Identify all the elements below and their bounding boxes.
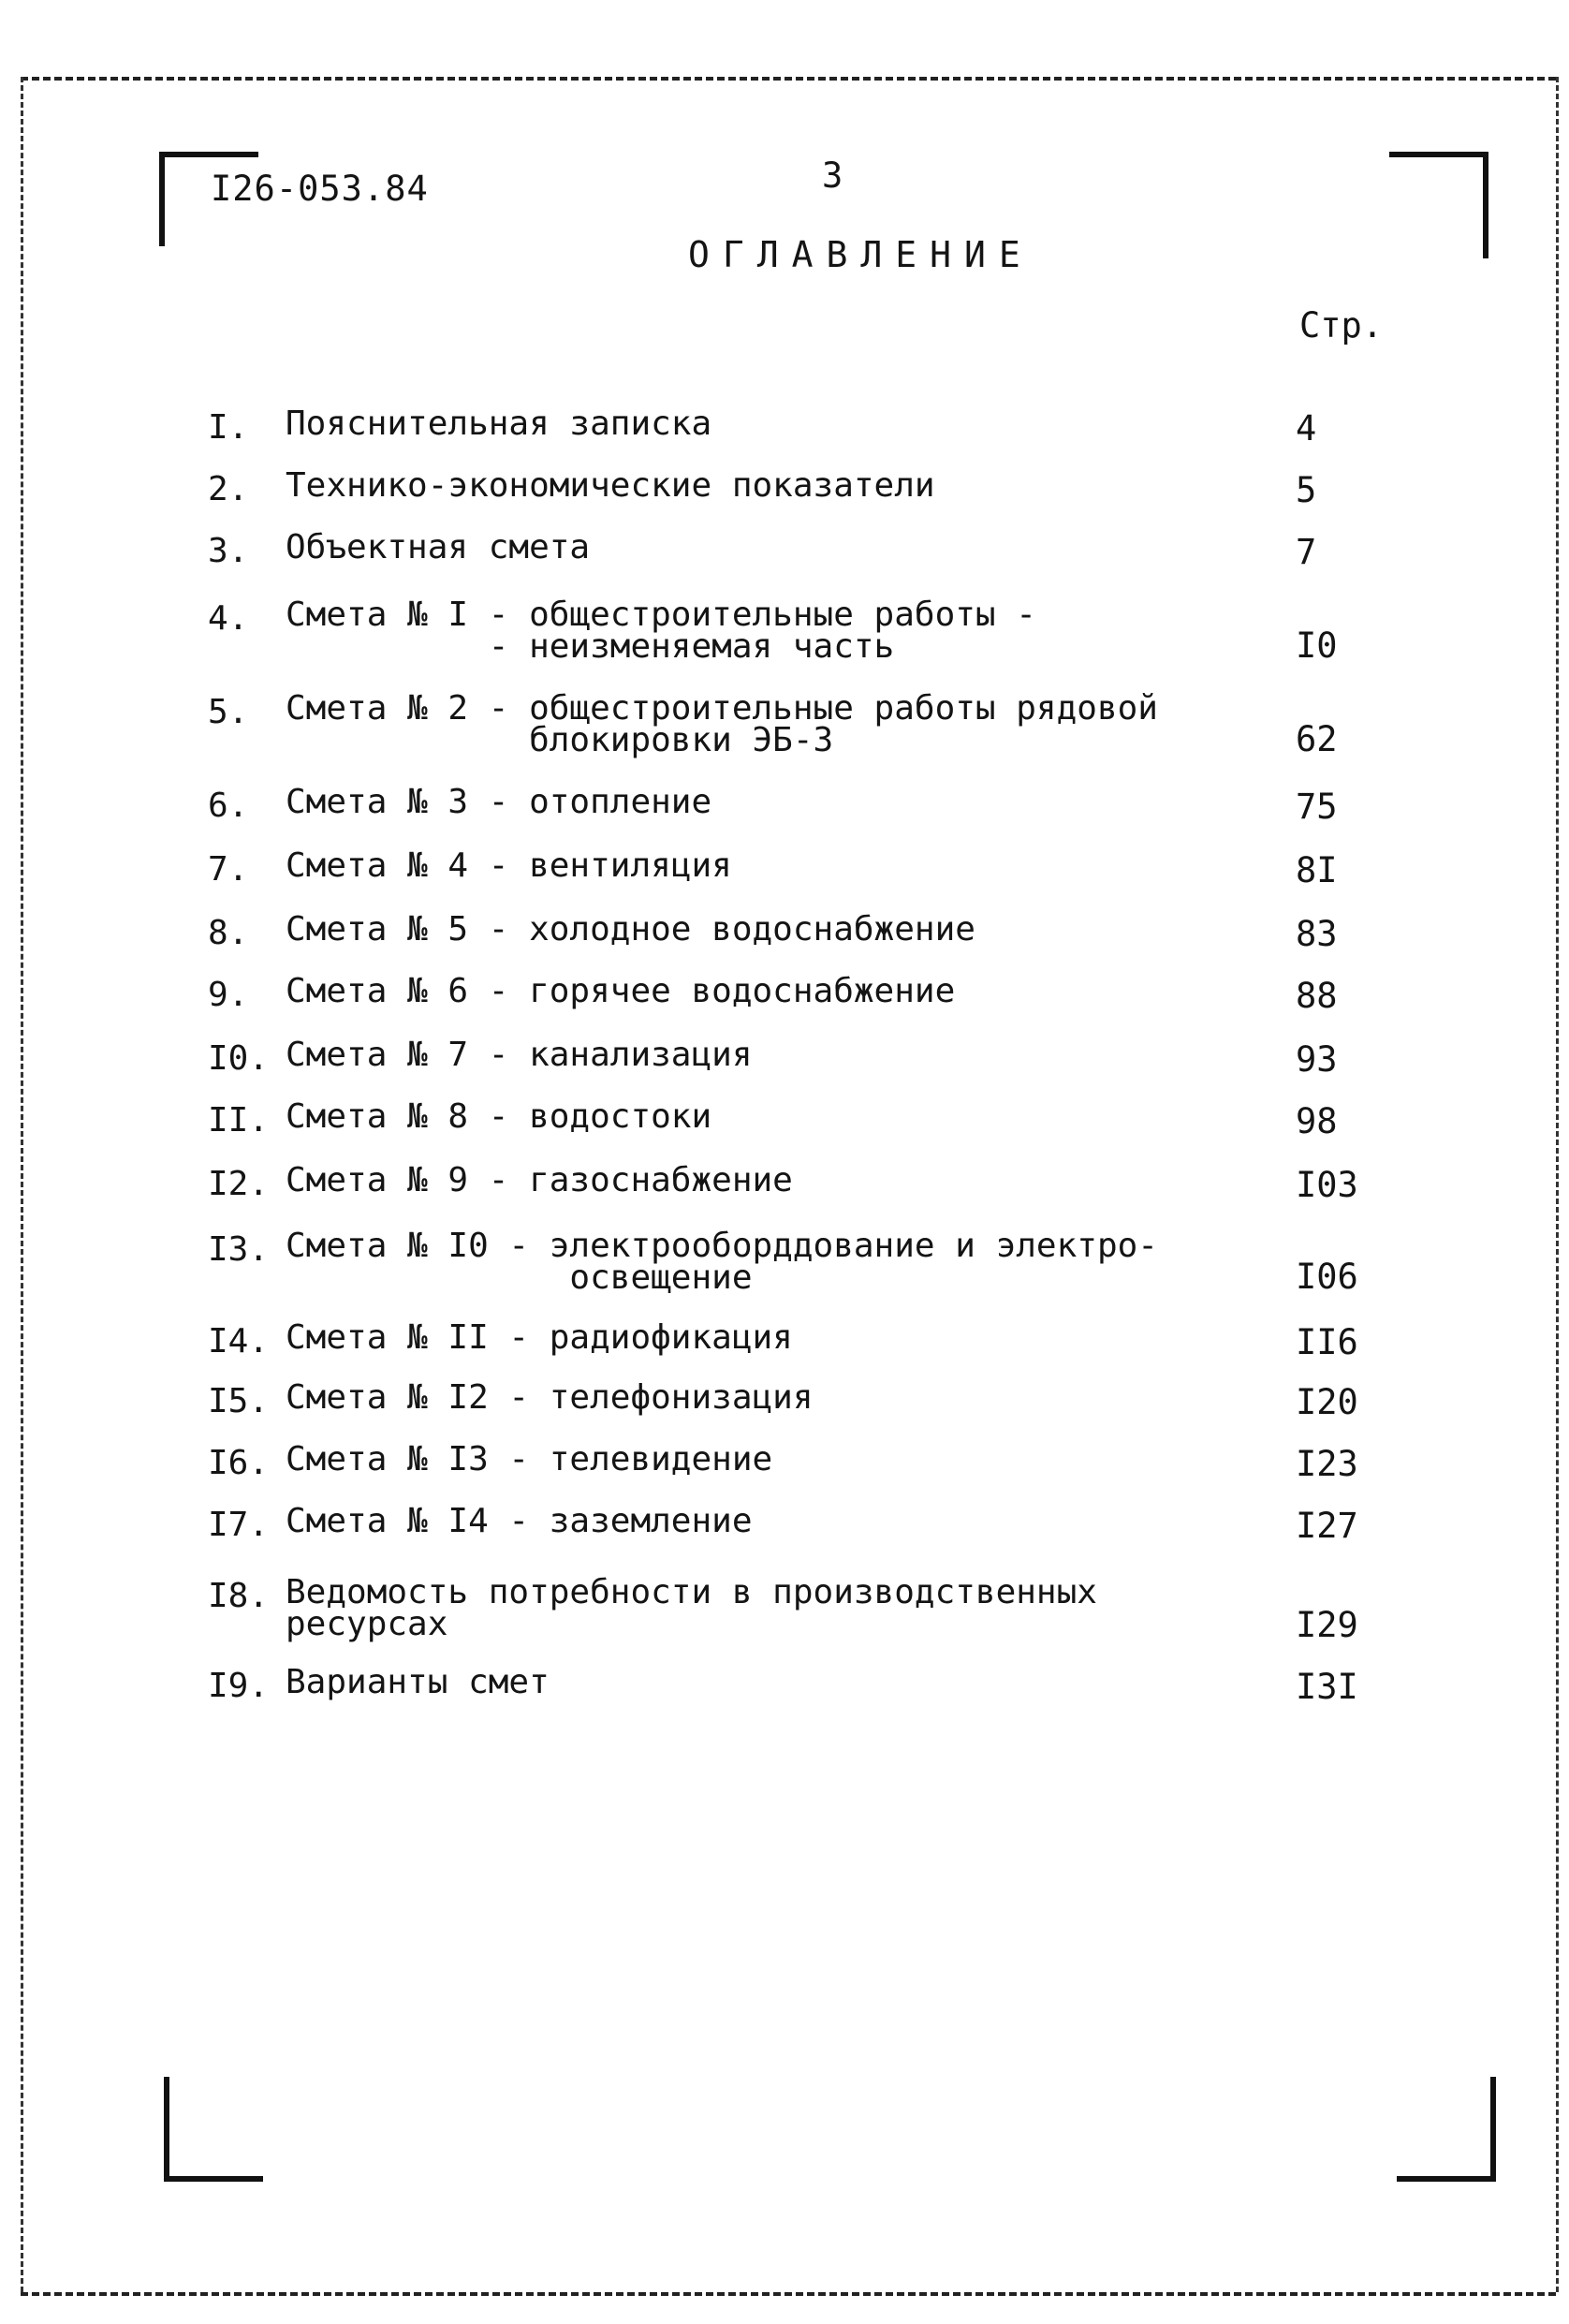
toc-entry-number: 8. [208,914,249,952]
toc-entry-number: I8. [208,1577,270,1615]
toc-entry-page: 4 [1296,408,1317,449]
toc-entry-page: 88 [1296,976,1338,1016]
toc-entry-title: Смета № 8 - водостоки [286,1097,712,1136]
toc-entry-title: Смета № I0 - электрооборддование и электро- освещение [286,1227,1158,1297]
toc-entry-page: 75 [1296,787,1338,827]
toc-entry-number: I. [208,408,249,447]
toc-entry-title: Смета № 6 - горячее водоснабжение [286,972,956,1010]
toc-entry-page: I0 [1296,625,1338,666]
toc-entry-title: Варианты смет [286,1663,550,1701]
toc-entry-page: 8I [1296,850,1338,890]
sheet-frame-bottom [21,2292,1556,2296]
toc-entry-page: I27 [1296,1506,1358,1546]
toc-entry-number: I9. [208,1667,270,1705]
toc-entry-number: I5. [208,1382,270,1420]
toc-entry-page: I3I [1296,1667,1358,1707]
toc-entry-page: I06 [1296,1257,1358,1297]
toc-entry-title: Ведомость потребности в производственных ресурсах [286,1573,1097,1643]
page-column-label: Стр. [1299,305,1384,346]
toc-entry-title: Смета № 3 - отопление [286,783,712,821]
document-code: I26-053.84 [211,169,429,209]
corner-mark-bottom-right [1397,2077,1496,2182]
toc-entry-title: Смета № I2 - телефонизация [286,1378,814,1417]
toc-entry-page: I20 [1296,1382,1358,1422]
sheet-frame-left [21,77,23,2292]
toc-entry-title: Смета № 2 - общестроительные работы рядовой блокировки ЭБ-3 [286,689,1158,759]
toc-entry-title: Смета № I - общестроительные работы - - неизменяемая часть [286,596,1036,666]
toc-entry-page: 5 [1296,470,1317,510]
toc-entry-page: 83 [1296,914,1338,954]
toc-entry-title: Пояснительная записка [286,404,712,443]
toc-entry-title: Смета № 7 - канализация [286,1036,753,1074]
corner-mark-bottom-left [164,2077,263,2182]
toc-entry-title: Смета № I3 - телевидение [286,1440,773,1478]
toc-entry-page: 93 [1296,1039,1338,1080]
toc-entry-number: 7. [208,850,249,889]
toc-entry-number: 9. [208,976,249,1014]
toc-entry-number: I0. [208,1039,270,1078]
toc-entry-number: 5. [208,693,249,731]
page-number: 3 [822,155,843,196]
toc-entry-title: Смета № II - радиофикация [286,1318,793,1357]
toc-entry-title: Смета № 4 - вентиляция [286,846,732,885]
toc-entry-title: Объектная смета [286,528,591,566]
page-title: ОГЛАВЛЕНИЕ [688,234,1034,275]
toc-entry-page: II6 [1296,1322,1358,1362]
toc-entry-number: I4. [208,1322,270,1361]
sheet-frame-right [1556,77,1559,2292]
corner-mark-top-right [1389,152,1488,258]
toc-entry-number: 4. [208,599,249,638]
toc-entry-page: I03 [1296,1165,1358,1205]
toc-entry-page: 62 [1296,719,1338,759]
toc-entry-number: 3. [208,532,249,570]
toc-entry-number: I2. [208,1165,270,1203]
toc-entry-page: 7 [1296,532,1317,572]
toc-entry-number: 6. [208,787,249,825]
toc-entry-page: I23 [1296,1444,1358,1484]
toc-entry-page: 98 [1296,1101,1338,1141]
toc-entry-number: I3. [208,1230,270,1269]
toc-entry-title: Смета № 9 - газоснабжение [286,1161,793,1199]
toc-entry-number: 2. [208,470,249,508]
toc-entry-number: I7. [208,1506,270,1544]
toc-entry-title: Смета № I4 - заземление [286,1502,753,1540]
toc-entry-title: Смета № 5 - холодное водоснабжение [286,910,975,949]
toc-entry-title: Технико-экономические показатели [286,466,935,505]
toc-entry-page: I29 [1296,1605,1358,1645]
sheet-frame-top [21,77,1556,81]
toc-entry-number: I6. [208,1444,270,1482]
toc-entry-number: II. [208,1101,270,1140]
